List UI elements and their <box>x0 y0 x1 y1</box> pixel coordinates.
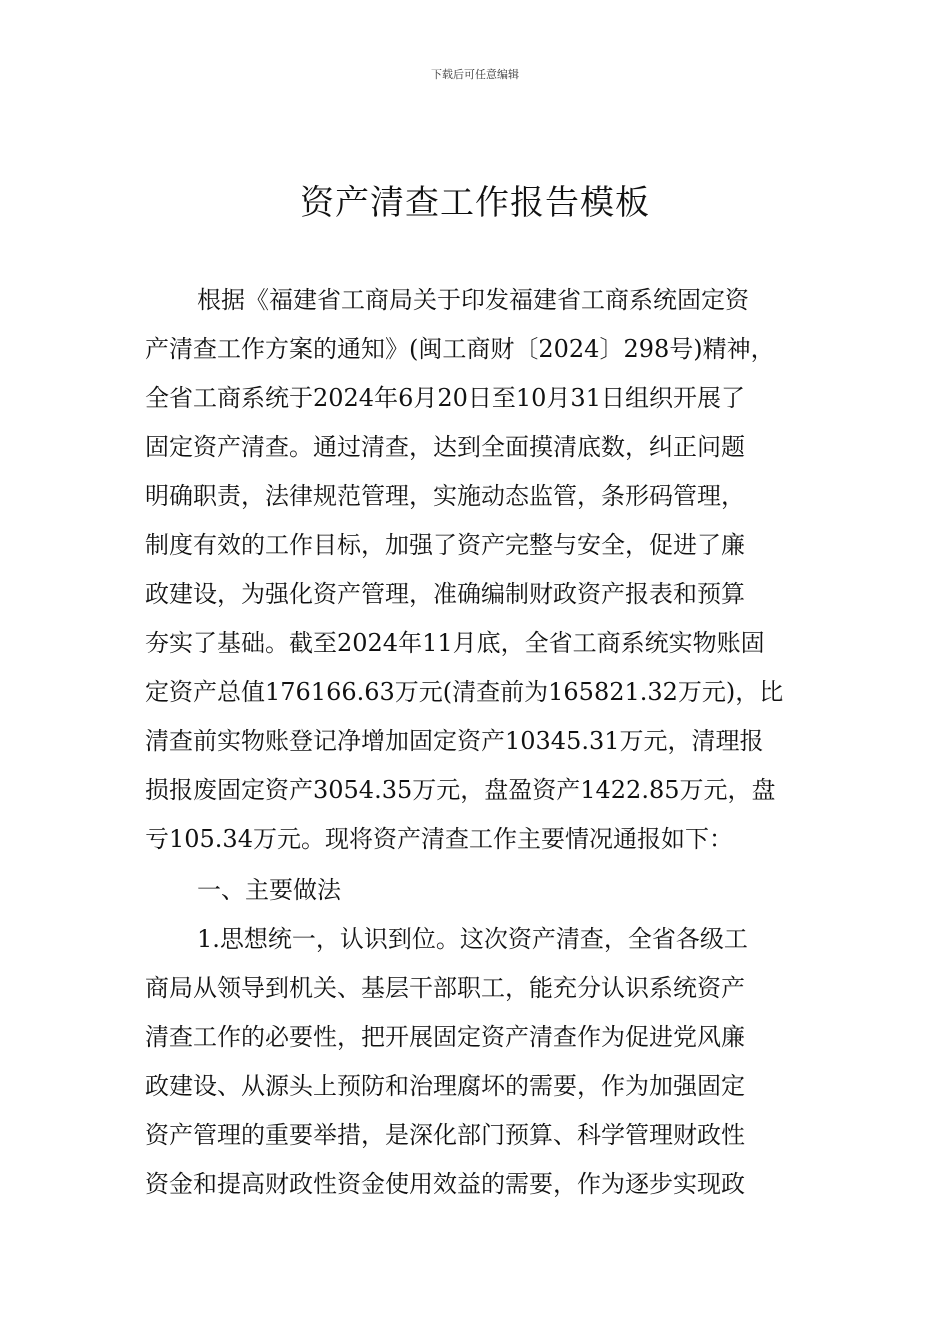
body-line: 制度有效的工作目标，加强了资产完整与安全，促进了廉 <box>145 531 745 559</box>
header-note: 下载后可任意编辑 <box>431 68 519 81</box>
body-line: 损报废固定资产3054.35万元，盘盈资产1422.85万元，盘 <box>145 776 776 804</box>
body-line: 资金和提高财政性资金使用效益的需要，作为逐步实现政 <box>145 1170 745 1198</box>
body-line: 产清查工作方案的通知》(闽工商财〔2024〕298号)精神， <box>145 335 775 363</box>
section-heading: 一、主要做法 <box>197 876 341 904</box>
body-line: 政建设，为强化资产管理，准确编制财政资产报表和预算 <box>145 580 745 608</box>
body-line: 清查前实物账登记净增加固定资产10345.31万元，清理报 <box>145 727 764 755</box>
body-line: 资产管理的重要举措，是深化部门预算、科学管理财政性 <box>145 1121 745 1149</box>
body-line: 定资产总值176166.63万元(清查前为165821.32万元)，比 <box>145 678 784 706</box>
body-line: 夯实了基础。截至2024年11月底，全省工商系统实物账固 <box>145 629 765 657</box>
body-line: 政建设、从源头上预防和治理腐坏的需要，作为加强固定 <box>145 1072 745 1100</box>
document-title: 资产清查工作报告模板 <box>300 183 650 223</box>
body-line: 根据《福建省工商局关于印发福建省工商系统固定资 <box>197 286 749 314</box>
body-line: 商局从领导到机关、基层干部职工，能充分认识系统资产 <box>145 974 745 1002</box>
body-line: 固定资产清查。通过清查，达到全面摸清底数，纠正问题 <box>145 433 745 461</box>
body-line: 亏105.34万元。现将资产清查工作主要情况通报如下： <box>145 825 733 853</box>
body-line: 1.思想统一，认识到位。这次资产清查，全省各级工 <box>197 925 748 953</box>
body-line: 清查工作的必要性，把开展固定资产清查作为促进党风廉 <box>145 1023 745 1051</box>
body-line: 全省工商系统于2024年6月20日至10月31日组织开展了 <box>145 384 745 412</box>
body-line: 明确职责，法律规范管理，实施动态监管，条形码管理， <box>145 482 745 510</box>
